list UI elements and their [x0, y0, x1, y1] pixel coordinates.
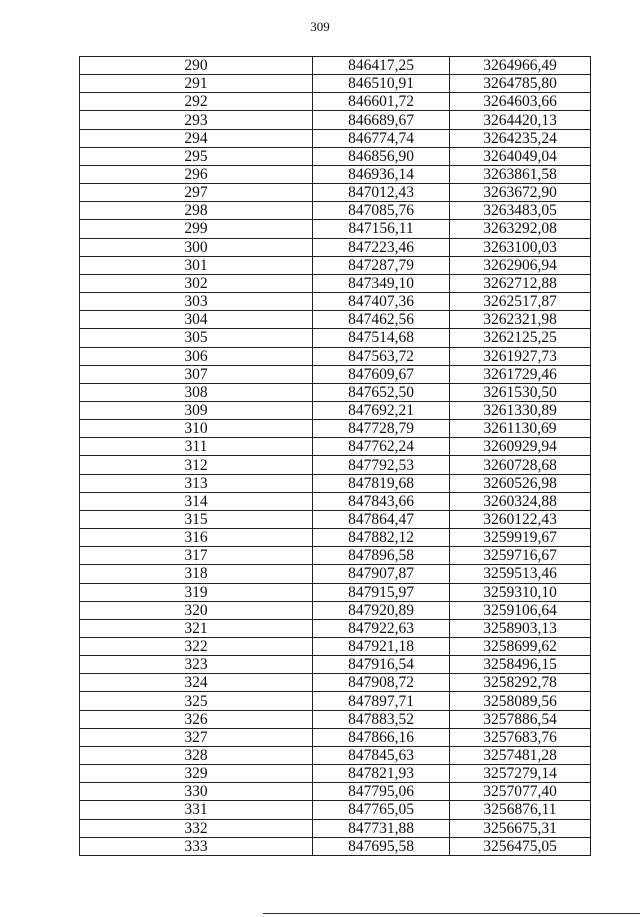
- point-number-cell: 304: [80, 311, 313, 329]
- point-number-cell: 298: [80, 202, 313, 220]
- table-row: [80, 347, 591, 365]
- point-number-cell: 329: [80, 765, 313, 783]
- y-coordinate-cell: 3259716,67: [450, 547, 591, 565]
- table-row: [80, 165, 591, 183]
- table-row: [80, 57, 591, 75]
- x-coordinate-cell: 847462,56: [313, 311, 450, 329]
- y-coordinate-cell: 3260122,43: [450, 510, 591, 528]
- point-number-cell: 322: [80, 638, 313, 656]
- point-number-cell: 309: [80, 401, 313, 419]
- y-coordinate-cell: 3262712,88: [450, 274, 591, 292]
- table-row: [80, 601, 591, 619]
- point-number-cell: 317: [80, 547, 313, 565]
- point-number-cell: 302: [80, 274, 313, 292]
- point-number-cell: 294: [80, 129, 313, 147]
- table-row: [80, 401, 591, 419]
- y-coordinate-cell: 3262517,87: [450, 293, 591, 311]
- x-coordinate-cell: 847085,76: [313, 202, 450, 220]
- table-row: [80, 220, 591, 238]
- y-coordinate-cell: 3260929,94: [450, 438, 591, 456]
- table-row: [80, 311, 591, 329]
- x-coordinate-cell: 847652,50: [313, 383, 450, 401]
- x-coordinate-cell: 847692,21: [313, 401, 450, 419]
- table-row: [80, 510, 591, 528]
- y-coordinate-cell: 3256876,11: [450, 801, 591, 819]
- point-number-cell: 321: [80, 619, 313, 637]
- point-number-cell: 324: [80, 674, 313, 692]
- table-row: [80, 565, 591, 583]
- x-coordinate-cell: 847921,18: [313, 638, 450, 656]
- x-coordinate-cell: 847897,71: [313, 692, 450, 710]
- point-number-cell: 330: [80, 783, 313, 801]
- y-coordinate-cell: 3264049,04: [450, 147, 591, 165]
- x-coordinate-cell: 847407,36: [313, 293, 450, 311]
- point-number-cell: 318: [80, 565, 313, 583]
- point-number-cell: 310: [80, 420, 313, 438]
- table-row: [80, 420, 591, 438]
- x-coordinate-cell: 847765,05: [313, 801, 450, 819]
- y-coordinate-cell: 3257683,76: [450, 728, 591, 746]
- y-coordinate-cell: 3259919,67: [450, 529, 591, 547]
- y-coordinate-cell: 3263861,58: [450, 165, 591, 183]
- x-coordinate-cell: 847012,43: [313, 184, 450, 202]
- point-number-cell: 293: [80, 111, 313, 129]
- table-row: [80, 619, 591, 637]
- table-row: [80, 129, 591, 147]
- x-coordinate-cell: 847563,72: [313, 347, 450, 365]
- table-row: [80, 238, 591, 256]
- y-coordinate-cell: 3262906,94: [450, 256, 591, 274]
- point-number-cell: 327: [80, 728, 313, 746]
- x-coordinate-cell: 846510,91: [313, 75, 450, 93]
- point-number-cell: 316: [80, 529, 313, 547]
- point-number-cell: 295: [80, 147, 313, 165]
- x-coordinate-cell: 847908,72: [313, 674, 450, 692]
- x-coordinate-cell: 847915,97: [313, 583, 450, 601]
- table-row: [80, 492, 591, 510]
- table-row: [80, 547, 591, 565]
- point-number-cell: 320: [80, 601, 313, 619]
- table-row: [80, 147, 591, 165]
- x-coordinate-cell: 847864,47: [313, 510, 450, 528]
- coordinates-table: [79, 56, 591, 856]
- point-number-cell: 319: [80, 583, 313, 601]
- y-coordinate-cell: 3264420,13: [450, 111, 591, 129]
- table-row: [80, 837, 591, 855]
- page-number: 309: [310, 19, 330, 34]
- table-row: [80, 184, 591, 202]
- y-coordinate-cell: 3260526,98: [450, 474, 591, 492]
- table-row: [80, 75, 591, 93]
- point-number-cell: 328: [80, 746, 313, 764]
- x-coordinate-cell: 847819,68: [313, 474, 450, 492]
- x-coordinate-cell: 847609,67: [313, 365, 450, 383]
- y-coordinate-cell: 3258699,62: [450, 638, 591, 656]
- y-coordinate-cell: 3261530,50: [450, 383, 591, 401]
- point-number-cell: 301: [80, 256, 313, 274]
- x-coordinate-cell: 847156,11: [313, 220, 450, 238]
- y-coordinate-cell: 3264603,66: [450, 93, 591, 111]
- point-number-cell: 312: [80, 456, 313, 474]
- x-coordinate-cell: 847795,06: [313, 783, 450, 801]
- y-coordinate-cell: 3261927,73: [450, 347, 591, 365]
- table-row: [80, 383, 591, 401]
- table-row: [80, 529, 591, 547]
- y-coordinate-cell: 3262125,25: [450, 329, 591, 347]
- point-number-cell: 333: [80, 837, 313, 855]
- table-row: [80, 256, 591, 274]
- table-row: [80, 783, 591, 801]
- y-coordinate-cell: 3264785,80: [450, 75, 591, 93]
- table-row: [80, 765, 591, 783]
- x-coordinate-cell: 847843,66: [313, 492, 450, 510]
- table-row: [80, 202, 591, 220]
- y-coordinate-cell: 3257886,54: [450, 710, 591, 728]
- x-coordinate-cell: 847883,52: [313, 710, 450, 728]
- x-coordinate-cell: 846601,72: [313, 93, 450, 111]
- table-row: [80, 293, 591, 311]
- x-coordinate-cell: 847728,79: [313, 420, 450, 438]
- point-number-cell: 331: [80, 801, 313, 819]
- point-number-cell: 291: [80, 75, 313, 93]
- point-number-cell: 305: [80, 329, 313, 347]
- point-number-cell: 296: [80, 165, 313, 183]
- table-row: [80, 728, 591, 746]
- y-coordinate-cell: 3257077,40: [450, 783, 591, 801]
- table-row: [80, 474, 591, 492]
- y-coordinate-cell: 3263100,03: [450, 238, 591, 256]
- table-row: [80, 274, 591, 292]
- y-coordinate-cell: 3261330,89: [450, 401, 591, 419]
- x-coordinate-cell: 847882,12: [313, 529, 450, 547]
- table-row: [80, 692, 591, 710]
- y-coordinate-cell: 3260324,88: [450, 492, 591, 510]
- footer-rule: [263, 913, 640, 914]
- point-number-cell: 299: [80, 220, 313, 238]
- point-number-cell: 311: [80, 438, 313, 456]
- y-coordinate-cell: 3258292,78: [450, 674, 591, 692]
- x-coordinate-cell: 846936,14: [313, 165, 450, 183]
- y-coordinate-cell: 3259513,46: [450, 565, 591, 583]
- y-coordinate-cell: 3263483,05: [450, 202, 591, 220]
- x-coordinate-cell: 847920,89: [313, 601, 450, 619]
- table-row: [80, 111, 591, 129]
- y-coordinate-cell: 3258496,15: [450, 656, 591, 674]
- y-coordinate-cell: 3259106,64: [450, 601, 591, 619]
- x-coordinate-cell: 847907,87: [313, 565, 450, 583]
- table-row: [80, 456, 591, 474]
- x-coordinate-cell: 847896,58: [313, 547, 450, 565]
- table-row: [80, 801, 591, 819]
- point-number-cell: 313: [80, 474, 313, 492]
- point-number-cell: 308: [80, 383, 313, 401]
- y-coordinate-cell: 3256475,05: [450, 837, 591, 855]
- y-coordinate-cell: 3264235,24: [450, 129, 591, 147]
- table-row: [80, 656, 591, 674]
- x-coordinate-cell: 847349,10: [313, 274, 450, 292]
- point-number-cell: 292: [80, 93, 313, 111]
- point-number-cell: 326: [80, 710, 313, 728]
- table-row: [80, 438, 591, 456]
- y-coordinate-cell: 3262321,98: [450, 311, 591, 329]
- table-row: [80, 819, 591, 837]
- y-coordinate-cell: 3257481,28: [450, 746, 591, 764]
- y-coordinate-cell: 3256675,31: [450, 819, 591, 837]
- x-coordinate-cell: 847287,79: [313, 256, 450, 274]
- table-row: [80, 638, 591, 656]
- x-coordinate-cell: 847731,88: [313, 819, 450, 837]
- x-coordinate-cell: 847916,54: [313, 656, 450, 674]
- table-row: [80, 674, 591, 692]
- y-coordinate-cell: 3263292,08: [450, 220, 591, 238]
- y-coordinate-cell: 3260728,68: [450, 456, 591, 474]
- y-coordinate-cell: 3261729,46: [450, 365, 591, 383]
- table-row: [80, 93, 591, 111]
- x-coordinate-cell: 847821,93: [313, 765, 450, 783]
- point-number-cell: 297: [80, 184, 313, 202]
- x-coordinate-cell: 847695,58: [313, 837, 450, 855]
- y-coordinate-cell: 3264966,49: [450, 57, 591, 75]
- point-number-cell: 325: [80, 692, 313, 710]
- point-number-cell: 323: [80, 656, 313, 674]
- y-coordinate-cell: 3263672,90: [450, 184, 591, 202]
- y-coordinate-cell: 3258089,56: [450, 692, 591, 710]
- x-coordinate-cell: 847866,16: [313, 728, 450, 746]
- x-coordinate-cell: 846774,74: [313, 129, 450, 147]
- x-coordinate-cell: 847792,53: [313, 456, 450, 474]
- point-number-cell: 306: [80, 347, 313, 365]
- x-coordinate-cell: 847845,63: [313, 746, 450, 764]
- table-row: [80, 746, 591, 764]
- y-coordinate-cell: 3258903,13: [450, 619, 591, 637]
- point-number-cell: 332: [80, 819, 313, 837]
- table-row: [80, 583, 591, 601]
- y-coordinate-cell: 3257279,14: [450, 765, 591, 783]
- table-row: [80, 710, 591, 728]
- x-coordinate-cell: 847223,46: [313, 238, 450, 256]
- point-number-cell: 307: [80, 365, 313, 383]
- x-coordinate-cell: 846417,25: [313, 57, 450, 75]
- x-coordinate-cell: 846689,67: [313, 111, 450, 129]
- x-coordinate-cell: 846856,90: [313, 147, 450, 165]
- x-coordinate-cell: 847922,63: [313, 619, 450, 637]
- point-number-cell: 315: [80, 510, 313, 528]
- point-number-cell: 314: [80, 492, 313, 510]
- table-row: [80, 365, 591, 383]
- y-coordinate-cell: 3259310,10: [450, 583, 591, 601]
- point-number-cell: 290: [80, 57, 313, 75]
- table-row: [80, 329, 591, 347]
- x-coordinate-cell: 847514,68: [313, 329, 450, 347]
- point-number-cell: 303: [80, 293, 313, 311]
- x-coordinate-cell: 847762,24: [313, 438, 450, 456]
- coordinates-table-body: [80, 57, 591, 856]
- point-number-cell: 300: [80, 238, 313, 256]
- y-coordinate-cell: 3261130,69: [450, 420, 591, 438]
